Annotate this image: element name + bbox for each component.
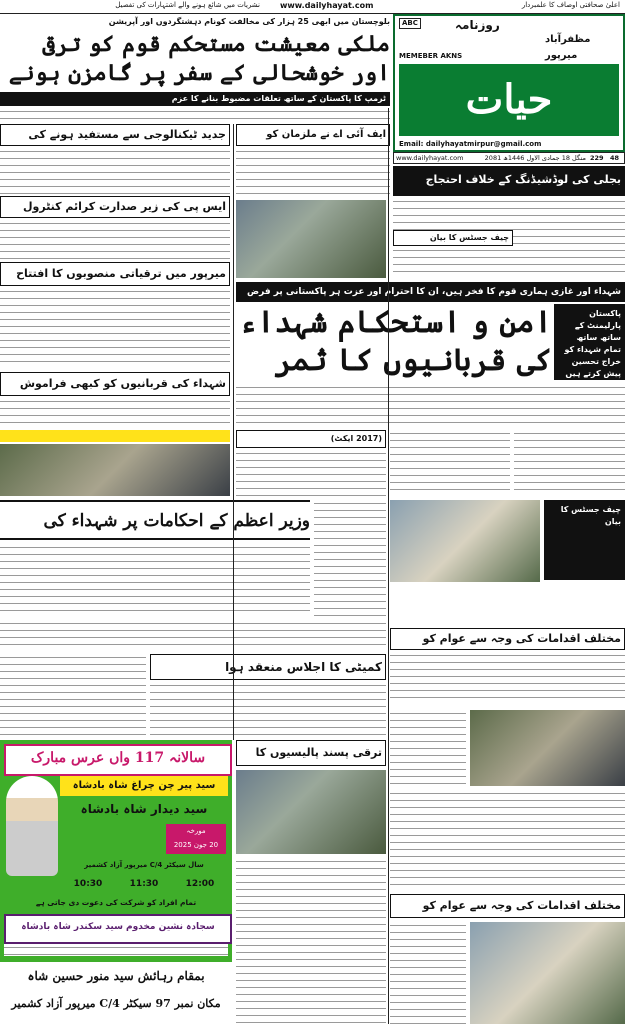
headline-left-main: وزیر اعظم کے احکامات پر شہداء کی bbox=[0, 500, 310, 540]
left-main-text bbox=[0, 544, 310, 616]
ad-footer bbox=[0, 962, 232, 1024]
column-rule-2 bbox=[388, 108, 389, 1024]
headline-left-block-1: جدید ٹیکنالوجی سے مستفید ہونے کی bbox=[0, 124, 230, 146]
main-banner-side: پاکستان پارلیمنٹ کے ساتھ ساتھ تمام شہداء کو خراج تحسین پیش کرتے ہیں bbox=[554, 304, 625, 380]
headline-bottom-right: مختلف اقدامات کی وجہ سے عوام کو bbox=[390, 894, 625, 918]
volume: 48 bbox=[610, 154, 620, 162]
urs-advertisement[interactable] bbox=[0, 740, 232, 1024]
website-label[interactable]: www.dailyhayat.com bbox=[396, 154, 464, 162]
main-banner-text bbox=[236, 384, 625, 426]
site-url[interactable]: www.dailyhayat.com bbox=[280, 1, 374, 10]
ad-portrait bbox=[6, 776, 58, 876]
ad-times bbox=[60, 876, 228, 892]
mid-4-text bbox=[514, 430, 625, 496]
date-line: منگل 18 جمادی الاول 1446ھ 2081 bbox=[484, 154, 586, 162]
masthead-title: حیات bbox=[399, 64, 619, 136]
mid-3-text bbox=[390, 430, 510, 496]
yellow-strip bbox=[0, 430, 230, 442]
news-photo-6 bbox=[470, 922, 625, 1024]
news-photo-2 bbox=[0, 444, 230, 496]
news-photo-1 bbox=[236, 200, 386, 278]
ad-date-label: مورخہ bbox=[186, 827, 206, 835]
headline-left-block-2: ایس پی کی زیر صدارت کرائم کنٹرول bbox=[0, 196, 230, 218]
top-sub-headline: بلوچستان میں ابھی 25 ہزار کی مخالفت کونام دہشتگردوں اور آپریشن bbox=[108, 17, 390, 26]
left-block-4-text bbox=[0, 398, 230, 428]
ad-date-box bbox=[166, 824, 226, 854]
ad-host: سجادہ نشین مخدوم سید سکندر شاہ بادشاہ bbox=[4, 914, 232, 944]
mid-1-text bbox=[236, 148, 390, 196]
right-box-1: چیف جسٹس کا بیان bbox=[544, 500, 625, 580]
headline-right-1: بجلی کی لوڈشیڈنگ کے خلاف احتجاج bbox=[393, 166, 625, 196]
ad-time-2: 11:30 bbox=[129, 879, 159, 889]
bottom-mid-text bbox=[236, 858, 386, 1024]
main-banner: امن و استحکام شہداء کی قربانیوں کا ثمر bbox=[239, 305, 552, 378]
news-photo-3 bbox=[390, 500, 540, 582]
headline-right-2: چیف جسٹس کا بیان bbox=[393, 230, 513, 246]
ad-footer-1: بمقام رہائش سید منور حسین شاہ bbox=[27, 969, 205, 983]
headline-bottom-2: کمیٹی کا اجلاس منعقد ہوا bbox=[150, 654, 386, 680]
ad-address: سال سیکٹر C/4 میرپور آزاد کشمیر bbox=[84, 861, 204, 869]
ad-saint-2: سید دیدار شاہ بادشاہ bbox=[80, 802, 208, 816]
mid-5-text bbox=[314, 500, 386, 620]
bottom-1-text bbox=[390, 652, 625, 704]
ad-time-3: 12:00 bbox=[185, 879, 215, 889]
news-photo-4 bbox=[470, 710, 625, 786]
news-photo-5 bbox=[236, 770, 386, 854]
left-6-text bbox=[0, 620, 386, 650]
bottom-right-text bbox=[390, 790, 625, 890]
left-block-2-text bbox=[0, 220, 230, 260]
headline-bottom-1: مختلف اقدامات کی وجہ سے عوام کو bbox=[390, 628, 625, 650]
ad-time-1: 10:30 bbox=[73, 879, 103, 889]
city-1: مظفرآباد bbox=[545, 34, 591, 45]
column-rule-1 bbox=[233, 124, 234, 740]
left-7-text bbox=[0, 654, 146, 736]
abc-logo: ABC bbox=[399, 18, 421, 29]
top-lead-headline bbox=[0, 30, 390, 88]
masthead-email[interactable]: Email: dailyhayatmirpur@gmail.com bbox=[399, 140, 542, 148]
city-2: میرپور bbox=[545, 50, 578, 61]
bottom-2-text bbox=[150, 682, 386, 736]
headline-left-block-3: میرپور میں ترقیاتی منصوبوں کا افتتاح bbox=[0, 262, 230, 286]
top-lead-text: ملکی معیشت مستحکم قوم کو ترقی اور خوشحالی کے سفر پر گامزن ہونے bbox=[8, 31, 390, 86]
headline-mid-1: ایف آئی اے نے ملزمان کو bbox=[236, 124, 390, 146]
ticker-left: نشریات میں شائع ہونے والے اشتہارات کی تفصیل bbox=[115, 1, 260, 9]
ad-title: سالانہ 117 واں عرس مبارک bbox=[4, 744, 232, 776]
price: 229 bbox=[590, 154, 604, 162]
right-7-text bbox=[390, 710, 466, 786]
ad-invite: تمام افراد کو شرکت کی دعوت دی جاتی ہے bbox=[35, 898, 197, 907]
ad-saint-1: سید پیر چن چراغ شاہ بادشاہ bbox=[60, 776, 228, 796]
headline-left-block-4: شہداء کی قربانیوں کو کبھی فراموش bbox=[0, 372, 230, 396]
ad-footer-2: مکان نمبر 97 سیکٹر C/4 میرپور آزاد کشمیر bbox=[11, 997, 221, 1010]
ticker-right: اعلیٰ صحافتی اوصاف کا علمبردار bbox=[521, 1, 620, 9]
top-strip: ٹرمپ کا پاکستان کے ساتھ تعلقات مضبوط بنانے کا عزم bbox=[0, 92, 390, 106]
date-strip bbox=[393, 152, 625, 164]
top-body-text bbox=[0, 108, 390, 122]
ad-small-text bbox=[4, 944, 228, 956]
ad-date-value: 20 جون 2025 bbox=[173, 841, 219, 849]
member-label: MEMEBER AKNS bbox=[399, 52, 463, 60]
year-tag: (2017 ایکٹ) bbox=[236, 430, 386, 448]
masthead bbox=[393, 14, 625, 152]
left-block-3-text bbox=[0, 288, 230, 368]
masthead-subtitle: روزنامہ bbox=[455, 18, 500, 32]
mid-2-text bbox=[236, 450, 386, 496]
headline-bottom-3: ترقی پسند پالیسیوں کا bbox=[236, 740, 386, 766]
left-block-1-text bbox=[0, 148, 230, 194]
main-banner-top: شہداء اور غازی ہماری قوم کا فخر ہیں، ان کا احترام اور عزت ہر پاکستانی پر فرض bbox=[236, 282, 625, 302]
bottom-right-2-text bbox=[390, 922, 466, 1024]
